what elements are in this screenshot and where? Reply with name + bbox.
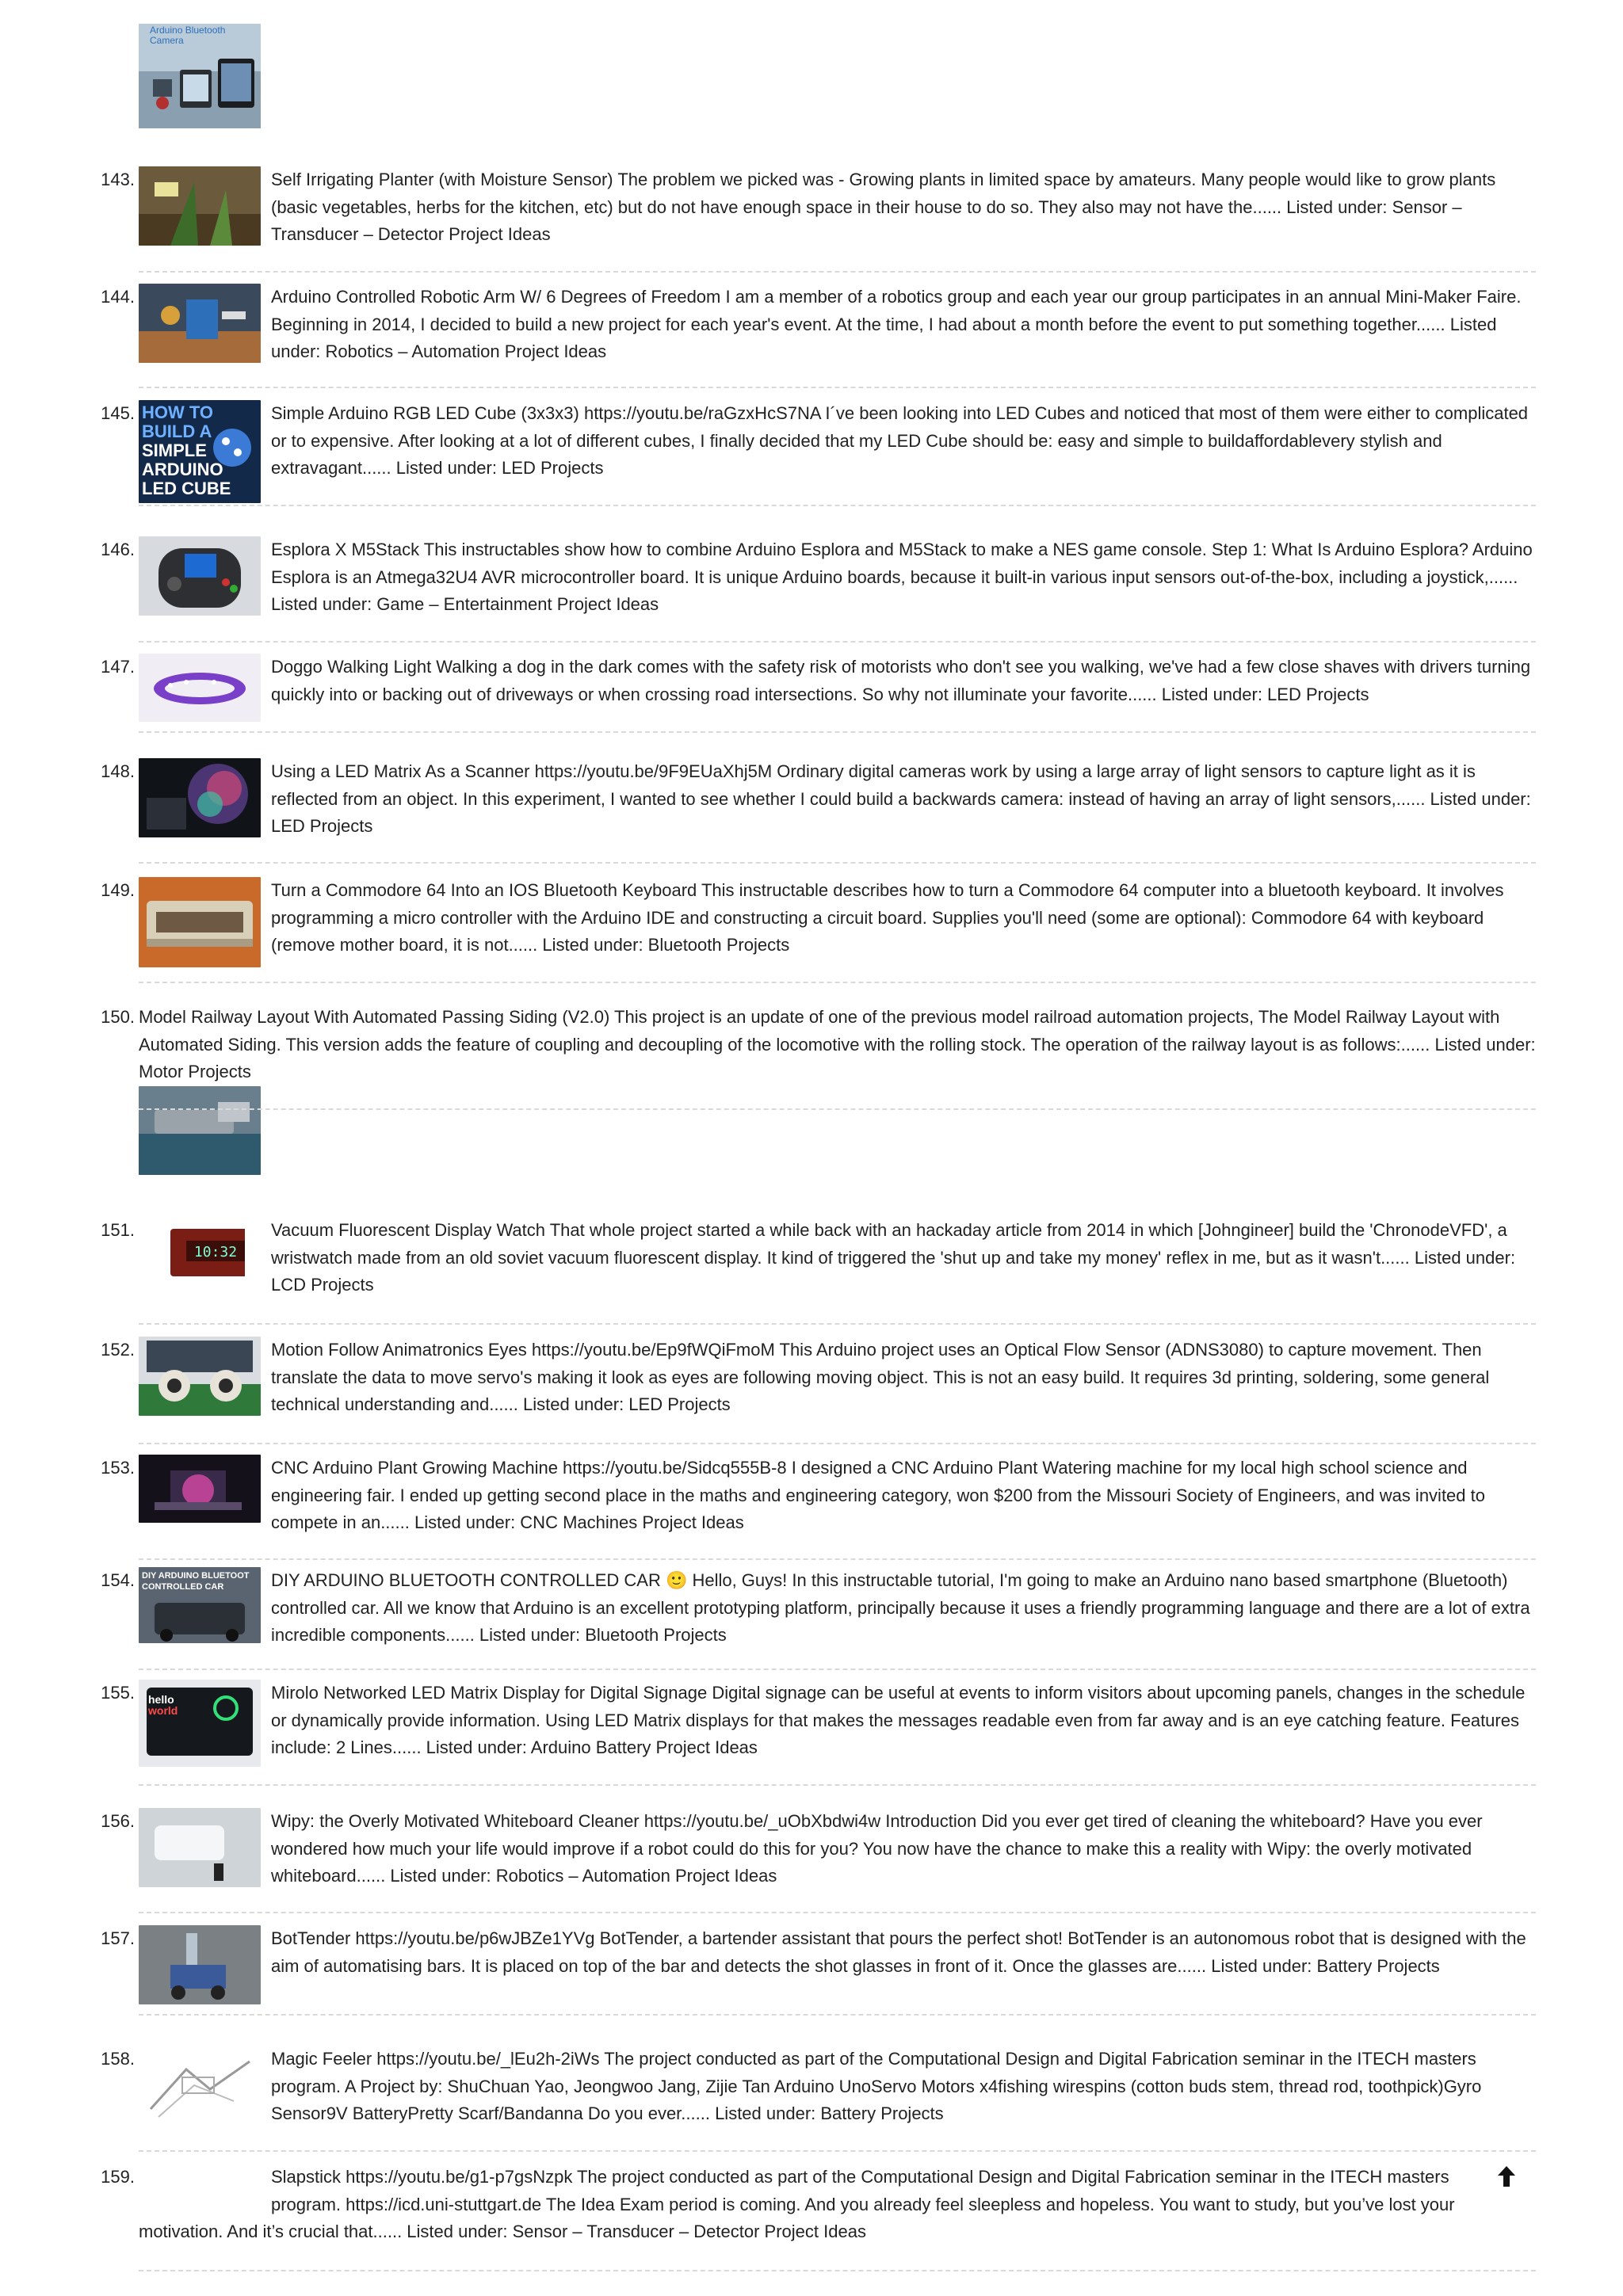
list-item — [95, 877, 1536, 985]
item-separator — [139, 387, 1536, 388]
item-number: 145. — [101, 403, 135, 423]
project-thumbnail[interactable] — [139, 2046, 261, 2125]
list-item — [95, 1455, 1536, 1562]
project-description[interactable]: BotTender https://youtu.be/p6wJBZe1YVg BotTender, a bartender assistant that pours the perfect shot! BotTender is an autonomous robot that is designed with the aim of automatising bars. It is placed on top of the bar and detects the shot glasses in front of it. Once the glasses are...... Listed under: Battery Projects — [271, 1928, 1526, 1976]
item-number: 143. — [101, 170, 135, 189]
item-separator — [139, 505, 1536, 506]
item-separator — [139, 1443, 1536, 1444]
thumbnail-text: DIY ARDUINO BLUETOOT — [142, 1571, 250, 1581]
item-number: 157. — [101, 1928, 135, 1948]
project-thumbnail[interactable] — [139, 1455, 261, 1523]
item-separator — [139, 731, 1536, 733]
item-number: 144. — [101, 287, 135, 307]
item-separator — [139, 1108, 1536, 1110]
list-item — [95, 1680, 1536, 1787]
project-thumbnail[interactable] — [139, 166, 261, 246]
project-thumbnail[interactable] — [139, 877, 261, 967]
list-item — [95, 166, 1536, 274]
thumbnail-text: SIMPLE — [142, 441, 207, 460]
project-description[interactable]: CNC Arduino Plant Growing Machine https://youtu.be/Sidcq555B-8 I designed a CNC Arduino Plant Watering machine for my local high school science and engineering fair. I ended up getting second place in the maths and engineering category, won $200 from the Missouri Society of Engineers, and was invited to compete in an...... Listed under: CNC Machines Project Ideas — [271, 1458, 1485, 1532]
project-thumbnail[interactable] — [139, 654, 261, 722]
thumbnail-text: BUILD A — [142, 421, 212, 441]
project-description[interactable]: Self Irrigating Planter (with Moisture Sensor) The problem we picked was - Growing plants in limited space by amateurs. Many people would like to grow plants (basic vegetables, herbs for the kitchen, etc) but do not have enough space in their house to do so. They also may not have the...... Listed under: Sensor – Transducer – Detector Project Ideas — [271, 170, 1496, 244]
project-thumbnail[interactable] — [139, 1086, 261, 1175]
project-description[interactable]: Motion Follow Animatronics Eyes https://youtu.be/Ep9fWQiFmoM This Arduino project uses an Optical Flow Sensor (ADNS3080) to capture movement. Then translate the data to move servo's making it look as eyes are following moving object. This is not an easy build. It requires 3d printing, soldering, some general technical understanding and...... Listed under: LED Projects — [271, 1340, 1490, 1414]
thumbnail-text: CONTROLLED CAR — [142, 1582, 224, 1592]
project-thumbnail[interactable] — [139, 1567, 261, 1643]
item-number: 148. — [101, 761, 135, 781]
list-item — [95, 284, 1536, 390]
project-description[interactable]: Turn a Commodore 64 Into an IOS Bluetooth Keyboard This instructable describes how to turn a Commodore 64 computer into a bluetooth keyboard. It involves programming a micro controller with the Arduino IDE and constructing a circuit board. Supplies you'll need (some are optional): Commodore 64 with keyboard (remove mother board, it is not...... Listed under: Bluetooth Projects — [271, 880, 1504, 955]
item-separator — [139, 1912, 1536, 1913]
list-item — [95, 1808, 1536, 1915]
project-description[interactable]: Esplora X M5Stack This instructables show how to combine Arduino Esplora and M5Stack to make a NES game console. Step 1: What Is Arduino Esplora? Arduino Esplora is an Atmega32U4 AVR microcontroller board. It is unique Arduino boards, because it built-in various input sensors out-of-the-box, including a joystick,...... Listed under: Game – Entertainment Project Ideas — [271, 540, 1533, 614]
item-separator — [139, 641, 1536, 643]
svg-text:10:32: 10:32 — [193, 1244, 238, 1261]
project-description[interactable]: Mirolo Networked LED Matrix Display for Digital Signage Digital signage can be useful at events to inform visitors about upcoming panels, changes in the schedule or dynamically provide information. Using LED Matrix displays for that makes the messages readable even from far away and is an eye catching feature. Features include: 2 Lines...... Listed under: Arduino Battery Project Ideas — [271, 1683, 1526, 1757]
project-description[interactable]: Vacuum Fluorescent Display Watch That whole project started a while back with an hackaday article from 2014 in which [Johngineer] build the 'ChronodeVFD', a wristwatch made from an old soviet vacuum fluorescent display. It kind of triggered the 'shut up and take my money' reflex in me, but as it wasn't...... Listed under: LCD Projects — [271, 1220, 1516, 1295]
thumbnail-caption: Arduino Bluetooth Camera — [150, 25, 226, 46]
item-number: 150. — [101, 1007, 135, 1027]
item-separator — [139, 982, 1536, 983]
project-description[interactable]: DIY ARDUINO BLUETOOTH CONTROLLED CAR 🙂 Hello, Guys! In this instructable tutorial, I'm going to make an Arduino nano based smartphone (Bluetooth) controlled car. All we know that Arduino is an excellent prototyping platform, principally because it uses a friendly programming language and there are a lot of extra incredible components...... Listed under: Bluetooth Projects — [271, 1570, 1530, 1645]
project-thumbnail[interactable] — [139, 1337, 261, 1416]
thumbnail-text: world — [148, 1704, 178, 1717]
list-item — [95, 1217, 1536, 1326]
list-item — [95, 758, 1536, 865]
thumbnail-text: HOW TO — [142, 402, 214, 422]
thumbnail-text: LED CUBE — [142, 479, 231, 498]
item-separator — [139, 1558, 1536, 1560]
list-item — [95, 1925, 1536, 2017]
thumbnail-text: ARDUINO — [142, 460, 223, 479]
item-number: 149. — [101, 880, 135, 900]
list-item — [95, 1567, 1536, 1672]
list-item — [95, 1337, 1536, 1446]
project-thumbnail[interactable] — [139, 1680, 261, 1767]
item-separator — [139, 271, 1536, 273]
project-description[interactable]: Doggo Walking Light Walking a dog in the dark comes with the safety risk of motorists who don't see you walking, we've had a few close shaves with drivers turning quickly into or backing out of driveways or when crossing road intersections. So why not illuminate your favorite...... Listed under: LED Projects — [271, 657, 1531, 704]
project-description[interactable]: Arduino Controlled Robotic Arm W/ 6 Degrees of Freedom I am a member of a robotics group and each year our group participates in an annual Mini-Maker Faire. Beginning in 2014, I decided to build a new project for each year's event. At the time, I had about a month before the event to put something together...... Listed under: Robotics – Automation Project Ideas — [271, 287, 1522, 361]
project-thumbnail[interactable] — [139, 1925, 261, 2004]
project-description-continued[interactable]: motivation. And it’s crucial that...... Listed under: Sensor – Transducer – Detector Project Ideas — [139, 2222, 866, 2241]
arrow-up-icon — [1496, 2164, 1517, 2188]
thumbnail-text: hello — [148, 1693, 174, 1706]
project-description[interactable]: Wipy: the Overly Motivated Whiteboard Cleaner https://youtu.be/_uObXbdwi4w Introduction Did you ever get tired of cleaning the whiteboard? Have you ever wondered how much your life would improve if a robot could do this for you? You now have the chance to make this a reality with Wipy: the overly motivated whiteboard...... Listed under: Robotics – Automation Project Ideas — [271, 1811, 1483, 1886]
project-thumbnail[interactable] — [139, 758, 261, 837]
item-number: 155. — [101, 1683, 135, 1703]
item-number: 156. — [101, 1811, 135, 1831]
item-number: 147. — [101, 657, 135, 677]
item-number: 146. — [101, 540, 135, 559]
project-description[interactable]: Simple Arduino RGB LED Cube (3x3x3) https://youtu.be/raGzxHcS7NA I´ve been looking into LED Cubes and noticed that most of them were either to complicated or to expensive. After looking at a lot of different cubes, I finally decided that my LED Cube should be: easy and simple to buildaffordablevery stylish and extravagant...... Listed under: LED Projects — [271, 403, 1529, 478]
project-thumbnail[interactable] — [139, 1808, 261, 1887]
list-item — [95, 654, 1536, 734]
item-separator — [139, 2270, 1536, 2271]
project-thumbnail[interactable] — [139, 284, 261, 363]
item-number: 154. — [101, 1570, 135, 1590]
project-description[interactable]: Slapstick https://youtu.be/g1-p7gsNzpk The project conducted as part of the Computational Design and Digital Fabrication seminar in the ITECH masters program. https://icd.uni-stuttgart.de The Idea Exam period is coming. And you already feel sleepless and hopeless. You want to study, but you’ve lost your — [271, 2167, 1455, 2214]
item-number: 158. — [101, 2049, 135, 2069]
item-number: 153. — [101, 1458, 135, 1478]
item-separator — [139, 1669, 1536, 1670]
item-number: 159. — [101, 2167, 135, 2187]
list-item — [95, 400, 1536, 508]
project-description[interactable]: Using a LED Matrix As a Scanner https://youtu.be/9F9EUaXhj5M Ordinary digital cameras work by using a large array of light sensors to capture light as it is reflected from an object. In this experiment, I wanted to see whether I could build a backwards camera: instead of having an array of light sensors,...... Listed under: LED Projects — [271, 761, 1531, 836]
project-thumbnail[interactable] — [139, 536, 261, 616]
project-description[interactable]: Magic Feeler https://youtu.be/_lEu2h-2iWs The project conducted as part of the Computational Design and Digital Fabrication seminar in the ITECH masters program. A Project by: ShuChuan Yao, Jeongwoo Jang, Zijie Tan Arduino UnoServo Motors x4fishing wirespins (cotton buds stem, thread rod, toothpick)Gyro Sensor9V BatteryPretty Scarf/Bandanna Do you ever...... Listed under: Battery Projects — [271, 2049, 1482, 2123]
item-separator — [139, 2014, 1536, 2016]
list-item — [95, 2046, 1536, 2153]
project-thumbnail[interactable] — [155, 1217, 245, 1288]
project-description[interactable]: Model Railway Layout With Automated Passing Siding (V2.0) This project is an update of one of the previous model railroad automation projects, The Model Railway Layout with Automated Siding. This version adds the feature of coupling and decoupling of the locomotive with the rolling stock. The operation of the railway layout is as follows:...... Listed under: Motor Projects — [139, 1007, 1536, 1081]
list-item — [95, 2164, 1536, 2273]
item-separator — [139, 2150, 1536, 2152]
item-number: 151. — [101, 1220, 135, 1240]
list-item — [95, 536, 1536, 644]
arduino-bluetooth-camera-thumbnail[interactable] — [139, 24, 261, 128]
project-thumbnail[interactable] — [139, 400, 261, 503]
item-separator — [139, 1784, 1536, 1786]
item-separator — [139, 1323, 1536, 1325]
item-number: 152. — [101, 1340, 135, 1360]
item-separator — [139, 862, 1536, 864]
back-to-top-button[interactable] — [1496, 2164, 1517, 2188]
list-item — [95, 1004, 1536, 1112]
